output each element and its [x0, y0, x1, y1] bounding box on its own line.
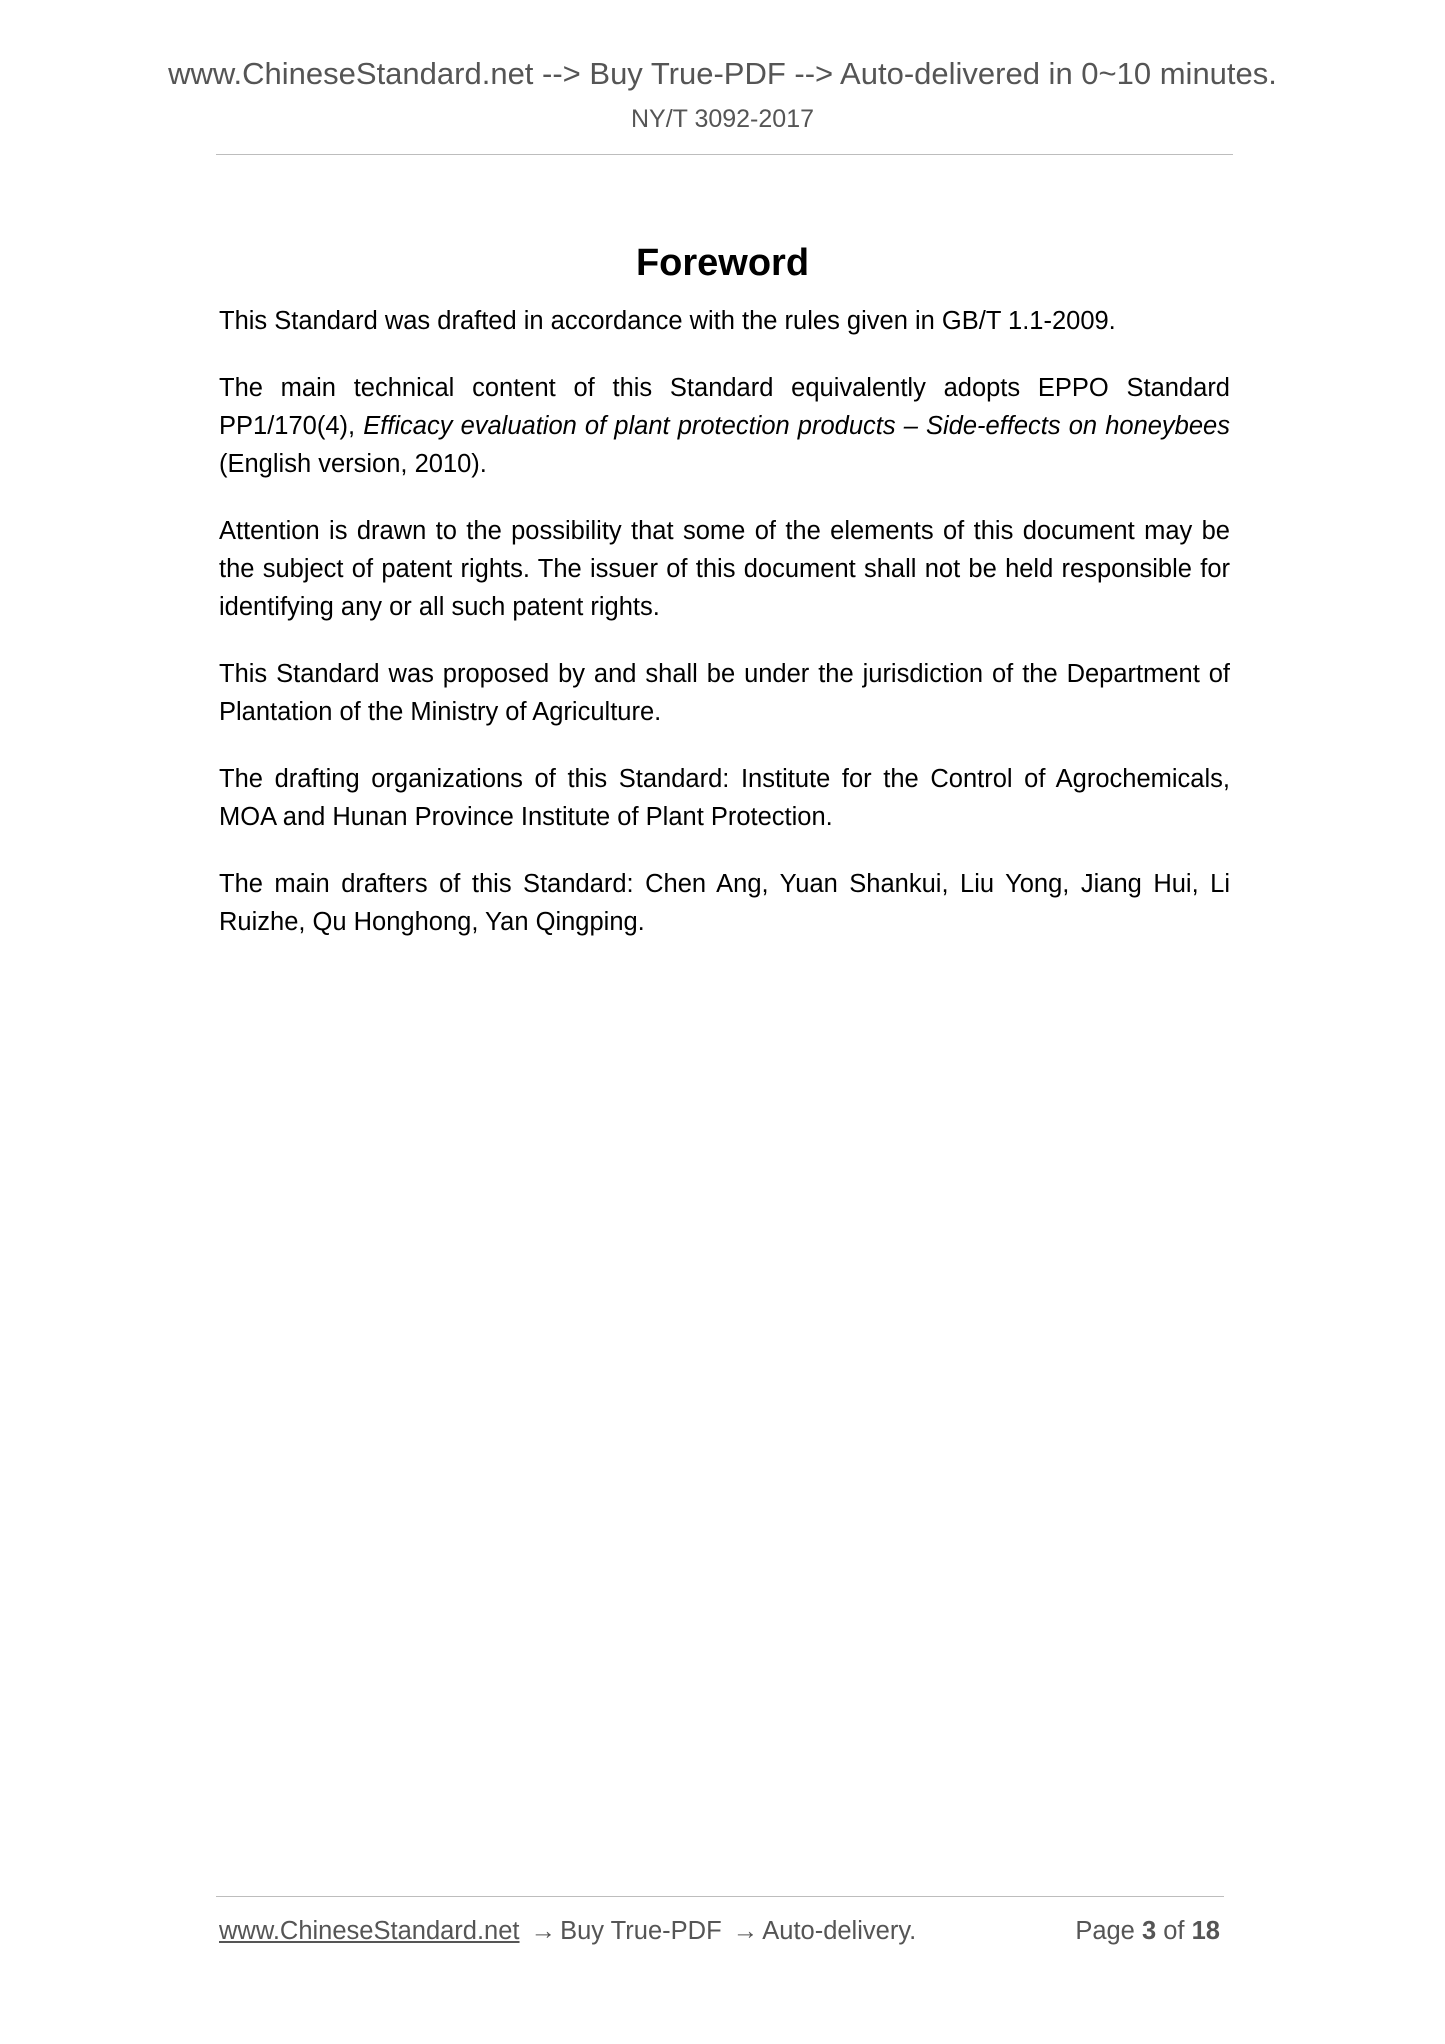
- page-label: Page: [1075, 1917, 1135, 1945]
- paragraph-jurisdiction: This Standard was proposed by and shall be under the jurisdiction of the Department of Plantation of the Ministry of Agriculture.: [219, 660, 1230, 726]
- paragraph-technical-content-tail: (English version, 2010).: [219, 450, 487, 478]
- paragraph-main-drafters: The main drafters of this Standard: Chen Ang, Yuan Shankui, Liu Yong, Jiang Hui, Li Ruizhe, Qu Honghong, Yan Qingping.: [219, 870, 1230, 936]
- header-divider: [216, 154, 1233, 155]
- paragraph-technical-content-text: The main technical content of this Standard equivalently adopts EPPO Standard PP1/170(4),: [219, 374, 1230, 440]
- paragraph-drafting-organizations: The drafting organizations of this Standard: Institute for the Control of Agrochemicals, MOA and Hunan Province Institute of Plant Protection.: [219, 765, 1230, 831]
- foreword-body: [219, 302, 1230, 970]
- footer-buy-text: Buy True-PDF: [560, 1917, 722, 1945]
- current-page: 3: [1141, 1917, 1157, 1945]
- paragraph-patent-notice: Attention is drawn to the possibility that some of the elements of this document may be the subject of patent rights. The issuer of this document shall not be held responsible for identifying any or all such patent rights.: [219, 517, 1230, 621]
- top-banner[interactable]: www.ChineseStandard.net --> Buy True-PDF --> Auto-delivered in 0~10 minutes.: [168, 56, 1277, 91]
- footer-divider: [216, 1896, 1224, 1897]
- arrow-right-icon: →: [530, 1917, 557, 1945]
- footer-site-link[interactable]: www.ChineseStandard.net: [219, 1917, 520, 1945]
- page-number: [1075, 1915, 1220, 1947]
- page-title: Foreword: [635, 242, 810, 285]
- total-pages: 18: [1191, 1917, 1220, 1945]
- of-label: of: [1163, 1917, 1185, 1945]
- footer-delivery-text: Auto-delivery.: [762, 1917, 917, 1945]
- footer-promo: [219, 1915, 916, 1947]
- paragraph-drafting-rules: This Standard was drafted in accordance with the rules given in GB/T 1.1-2009.: [219, 307, 1116, 335]
- document-code: NY/T 3092-2017: [631, 105, 814, 133]
- referenced-standard-title: Efficacy evaluation of plant protection products – Side-effects on honeybees: [363, 412, 1230, 440]
- arrow-right-icon: →: [732, 1917, 759, 1945]
- paragraph-technical-content: [219, 369, 1230, 483]
